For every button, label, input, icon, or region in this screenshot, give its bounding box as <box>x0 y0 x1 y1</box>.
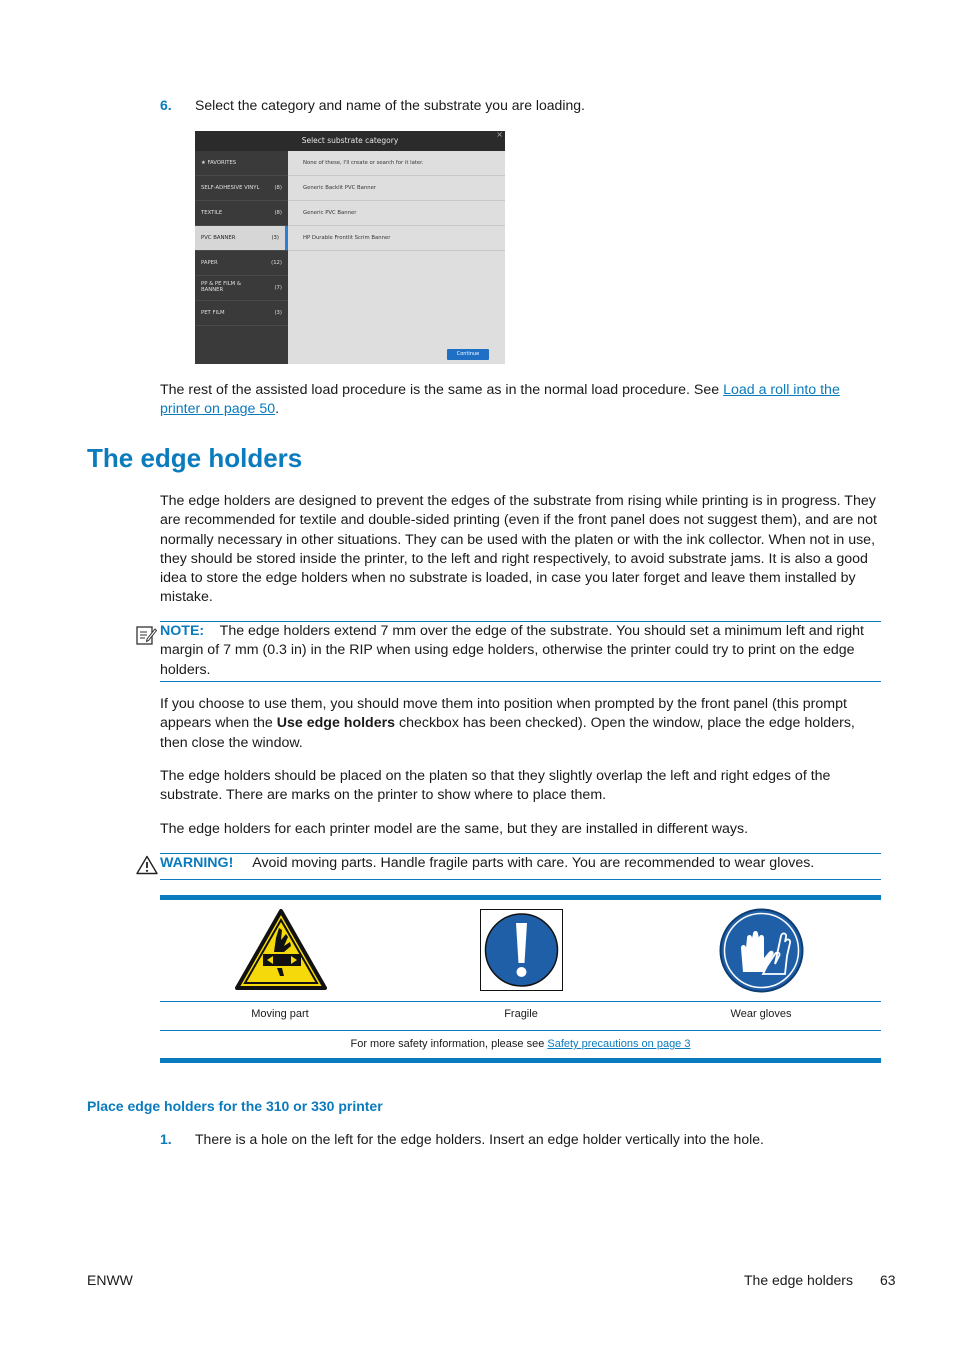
category-sidebar <box>195 151 288 364</box>
footer-left: ENWW <box>87 1272 133 1288</box>
note-icon <box>135 624 157 646</box>
safety-table-bottom-rule <box>160 1058 881 1063</box>
note-bottom-rule <box>160 681 881 682</box>
category-item-pvc-banner[interactable] <box>195 226 288 251</box>
safety-table-top-rule <box>160 895 881 900</box>
warning-icon <box>136 855 158 875</box>
category-count: (7) <box>274 285 282 291</box>
category-item-favorites[interactable] <box>195 151 288 176</box>
category-item-paper[interactable] <box>195 251 288 276</box>
continue-button[interactable]: Continue <box>447 349 489 360</box>
category-label: PET FILM <box>201 310 225 316</box>
note-paragraph: NOTE: The edge holders extend 7 mm over the edge of the substrate. You should set a minimum left and right margin of 7 mm (0.3 in) in the RIP when using edge holders, otherwise the printer could try to print on the edge holders. <box>160 623 864 678</box>
category-label: TEXTILE <box>201 210 223 216</box>
screen-title: Select substrate category <box>301 136 399 145</box>
category-item-pet-film[interactable] <box>195 301 288 326</box>
category-label: PAPER <box>201 260 218 266</box>
substrate-category-screen <box>195 131 505 364</box>
moving-part-hazard-icon <box>234 908 328 991</box>
safety-precautions-link[interactable]: Safety precautions on page 3 <box>547 1038 691 1050</box>
category-item-pp-pe-film[interactable] <box>195 276 288 301</box>
category-item-self-adhesive-vinyl[interactable] <box>195 176 288 201</box>
category-label: PP & PE FILM & BANNER <box>201 281 242 293</box>
warning-label: WARNING! <box>160 855 234 871</box>
step-6 <box>160 97 585 113</box>
safety-caption-rule <box>160 1001 881 1002</box>
substrate-list <box>288 151 505 364</box>
wear-gloves-caption: Wear gloves <box>730 1008 792 1020</box>
warning-paragraph: WARNING! Avoid moving parts. Handle fragile parts with care. You are recommended to wear gloves. <box>160 855 815 871</box>
warning-bottom-rule <box>160 879 881 880</box>
category-count: (3) <box>274 310 282 316</box>
fragile-caption: Fragile <box>504 1008 538 1020</box>
screen-title-bar <box>195 131 505 151</box>
procedure-note: The rest of the assisted load procedure is the same as in the normal load procedure. See Load a roll into the printer on page 50. <box>160 382 840 418</box>
subsection-heading: Place edge holders for the 310 or 330 printer <box>87 1098 383 1114</box>
category-label: ★ FAVORITES <box>201 160 237 166</box>
step-text: There is a hole on the left for the edge holders. Insert an edge holder vertically into the hole. <box>195 1131 764 1147</box>
category-label: PVC BANNER <box>201 235 236 241</box>
placement-paragraph: The edge holders should be placed on the platen so that they slightly overlap the left and right edges of the substrate. There are marks on the printer to show where to place them. <box>160 768 831 804</box>
category-count: (3) <box>271 235 279 241</box>
substrate-item[interactable]: Generic Backlit PVC Banner <box>288 176 505 201</box>
step-text: Select the category and name of the substrate you are loading. <box>195 97 585 113</box>
footer-section: The edge holders <box>744 1272 853 1288</box>
note-label: NOTE: <box>160 623 205 639</box>
moving-part-caption: Moving part <box>251 1008 309 1020</box>
use-edge-holders-term: Use edge holders <box>276 715 396 732</box>
safety-info-text: For more safety information, please see Safety precautions on page 3 <box>350 1038 691 1050</box>
models-paragraph: The edge holders for each printer model are the same, but they are installed in different ways. <box>160 821 749 837</box>
page-number: 63 <box>880 1272 896 1288</box>
load-roll-link[interactable]: Load a roll into the printer on page 50 <box>160 382 840 418</box>
substrate-item[interactable]: HP Durable Frontlit Scrim Banner <box>288 226 505 251</box>
star-icon: ★ <box>201 160 208 166</box>
category-item-textile[interactable] <box>195 201 288 226</box>
step-number: 1. <box>160 1131 172 1147</box>
category-count: (8) <box>274 210 282 216</box>
substrate-item[interactable]: Generic PVC Banner <box>288 201 505 226</box>
safety-info-rule <box>160 1030 881 1031</box>
category-count: (8) <box>274 185 282 191</box>
close-icon[interactable]: × <box>496 131 503 139</box>
section-heading: The edge holders <box>87 443 303 473</box>
intro-paragraph: The edge holders are designed to prevent the edges of the substrate from rising while printing is in progress. They are recommended for textile and double-sided printing (even if the front panel does not suggest them), and are not normally necessary in other situations. They can be used with the platen or with the ink collector. When not in use, they should be stored inside the printer, to the left and right respectively, to avoid substrate jams. It is also a good idea to store the edge holders when no substrate is loaded, in case you later forget and leave them installed by mistake. <box>160 493 877 606</box>
step-1 <box>160 1131 764 1147</box>
usage-paragraph: If you choose to use them, you should move them into position when prompted by the front panel (this prompt appears when the Use edge holders checkbox has been checked). Open the window, place the edge holders, then close the window. <box>160 696 855 751</box>
substrate-item[interactable]: None of these, I'll create or search for it later. <box>288 151 505 176</box>
category-label: SELF-ADHESIVE VINYL <box>201 185 260 191</box>
wear-gloves-icon <box>719 908 804 993</box>
fragile-mandatory-icon <box>480 909 563 991</box>
category-count: (12) <box>271 260 282 266</box>
step-number: 6. <box>160 97 172 113</box>
